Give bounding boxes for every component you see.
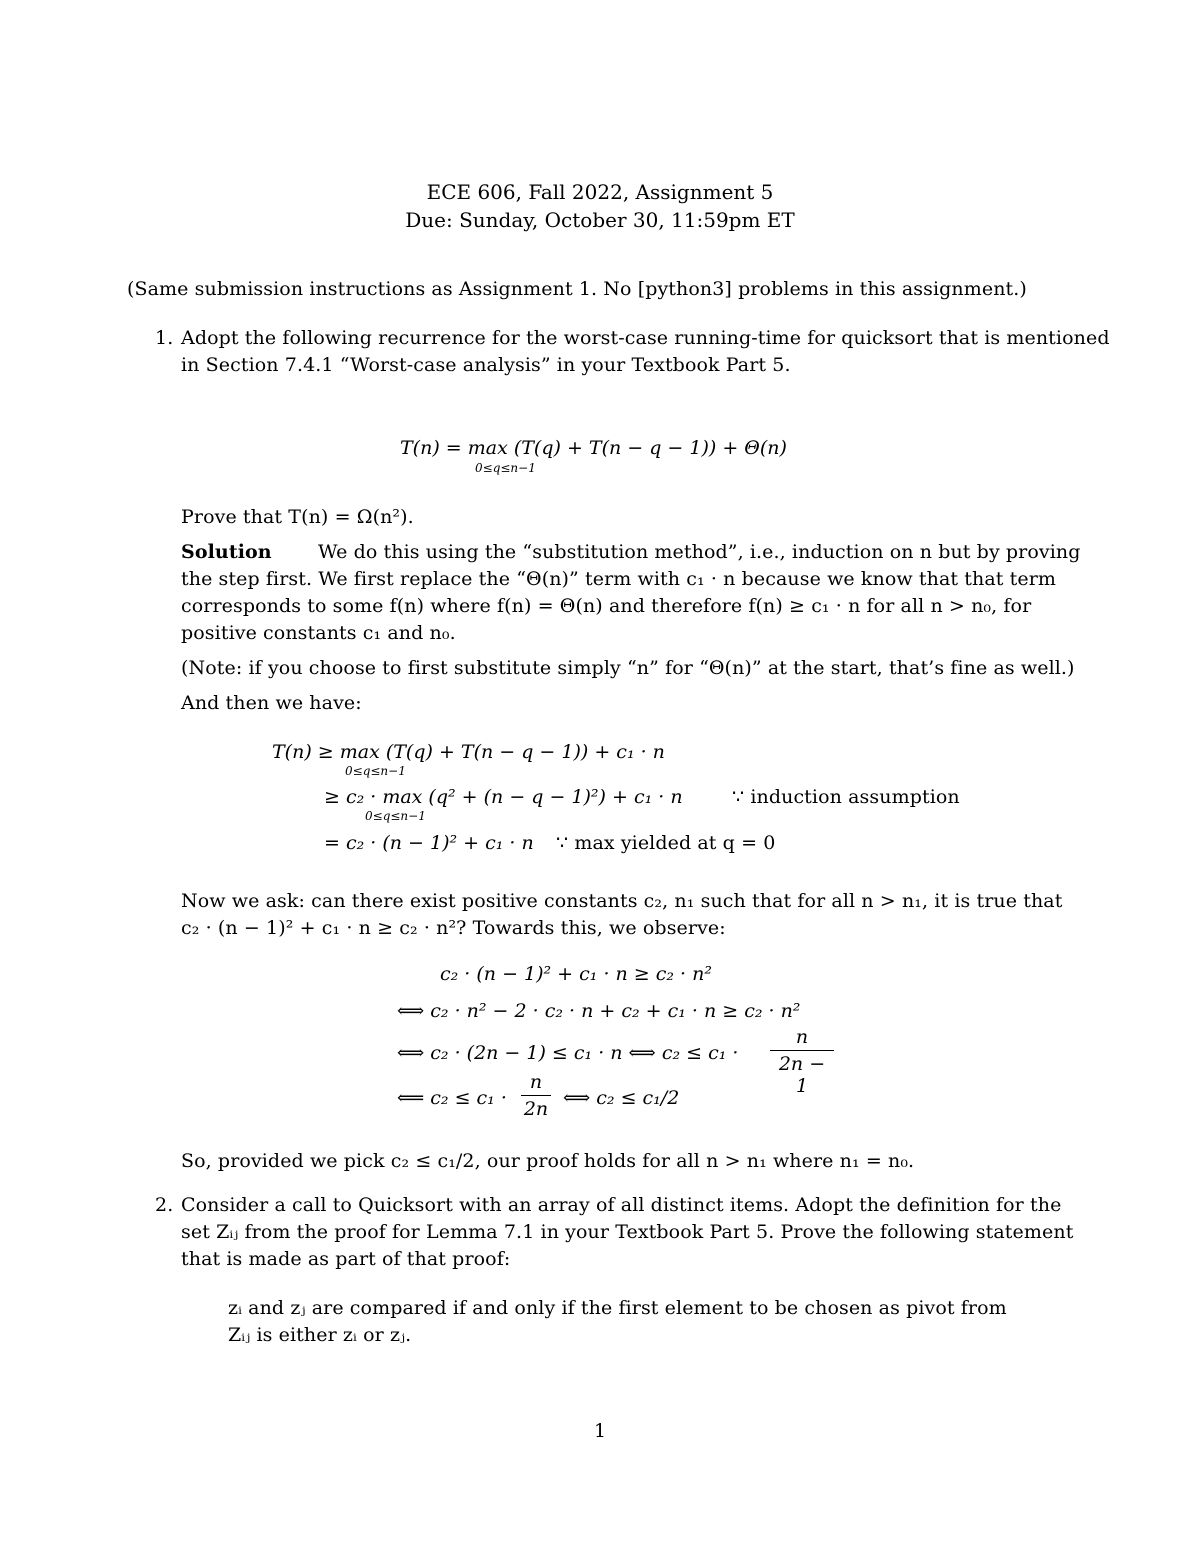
chain-step2: ⟺ c₂ · n² − 2 · c₂ · n + c₂ + c₁ · n ≥ c₂ · n² [397, 1000, 801, 1022]
q1-text-line2: in Section 7.4.1 “Worst-case analysis” in your Textbook Part 5. [181, 354, 791, 376]
chain-step3: ⟺ c₂ · (2n − 1) ≤ c₁ · n ⟺ c₂ ≤ c₁ · [397, 1042, 739, 1064]
q2-number: 2. [155, 1194, 174, 1216]
q1-number: 1. [155, 327, 174, 349]
derivation-step1: T(n) ≥ max (T(q) + T(n − q − 1)) + c₁ · n [272, 741, 665, 763]
conclusion: So, provided we pick c₂ ≤ c₁/2, our proof holds for all n > n₁ where n₁ = n₀. [181, 1150, 915, 1172]
derivation-step3: = c₂ · (n − 1)² + c₁ · n [324, 832, 534, 854]
derivation-step2-subscript: 0≤q≤n−1 [365, 809, 426, 823]
ask-line1: Now we ask: can there exist positive constants c₂, n₁ such that for all n > n₁, it is true that [181, 890, 1063, 912]
fraction-bar [770, 1050, 834, 1051]
chain-step3-numerator: n [795, 1026, 809, 1048]
q2-line2: set Zᵢⱼ from the proof for Lemma 7.1 in your Textbook Part 5. Prove the following statement [181, 1221, 1074, 1243]
q1-prove-statement: Prove that T(n) = Ω(n²). [181, 506, 414, 528]
recurrence-equation: T(n) = max (T(q) + T(n − q − 1)) + Θ(n) [400, 437, 787, 459]
chain-step3-fraction [770, 1026, 834, 1097]
ask-line2: c₂ · (n − 1)² + c₁ · n ≥ c₂ · n²? Towards this, we observe: [181, 917, 726, 939]
derivation-step3-reason: ∵ max yielded at q = 0 [556, 832, 776, 854]
chain-step4-denominator: 2n [523, 1098, 549, 1120]
q2-line1: Consider a call to Quicksort with an array of all distinct items. Adopt the definition for the [181, 1194, 1062, 1216]
solution-line2: the step first. We first replace the “Θ(n)” term with c₁ · n because we know that that term [181, 568, 1057, 590]
fraction-bar [521, 1095, 551, 1096]
derivation-step1-subscript: 0≤q≤n−1 [345, 764, 406, 778]
chain-step1: c₂ · (n − 1)² + c₁ · n ≥ c₂ · n² [440, 963, 712, 985]
chain-step3-denominator: 2n − 1 [778, 1053, 826, 1097]
q2-quote-line2: Zᵢⱼ is either zᵢ or zⱼ. [228, 1324, 412, 1346]
solution-line1: We do this using the “substitution method”, i.e., induction on n but by proving [318, 541, 1081, 563]
solution-note: (Note: if you choose to first substitute simply “n” for “Θ(n)” at the start, that’s fine as well.) [181, 657, 1075, 679]
q2-line3: that is made as part of that proof: [181, 1248, 511, 1270]
derivation-step2-reason: ∵ induction assumption [732, 786, 960, 808]
chain-step4-numerator: n [529, 1071, 543, 1093]
derivation-step2: ≥ c₂ · max (q² + (n − q − 1)²) + c₁ · n [324, 786, 683, 808]
solution-line4: positive constants c₁ and n₀. [181, 622, 456, 644]
page-title: ECE 606, Fall 2022, Assignment 5 [426, 180, 774, 204]
q1-text-line1: Adopt the following recurrence for the worst-case running-time for quicksort that is mentioned [181, 327, 1110, 349]
solution-label: Solution [181, 541, 272, 563]
q2-quote-line1: zᵢ and zⱼ are compared if and only if the first element to be chosen as pivot from [228, 1297, 1007, 1319]
intro-instructions: (Same submission instructions as Assignment 1. No [python3] problems in this assignment.) [127, 278, 1027, 300]
recurrence-max-subscript: 0≤q≤n−1 [475, 461, 536, 475]
page-number: 1 [593, 1420, 607, 1442]
solution-line3: corresponds to some f(n) where f(n) = Θ(n) and therefore f(n) ≥ c₁ · n for all n > n₀, for [181, 595, 1032, 617]
chain-step4-tail: ⟺ c₂ ≤ c₁/2 [563, 1087, 680, 1109]
chain-step4: ⟸ c₂ ≤ c₁ · [397, 1087, 507, 1109]
chain-step4-fraction [521, 1071, 551, 1120]
due-date: Due: Sunday, October 30, 11:59pm ET [405, 208, 795, 232]
solution-then: And then we have: [181, 692, 362, 714]
